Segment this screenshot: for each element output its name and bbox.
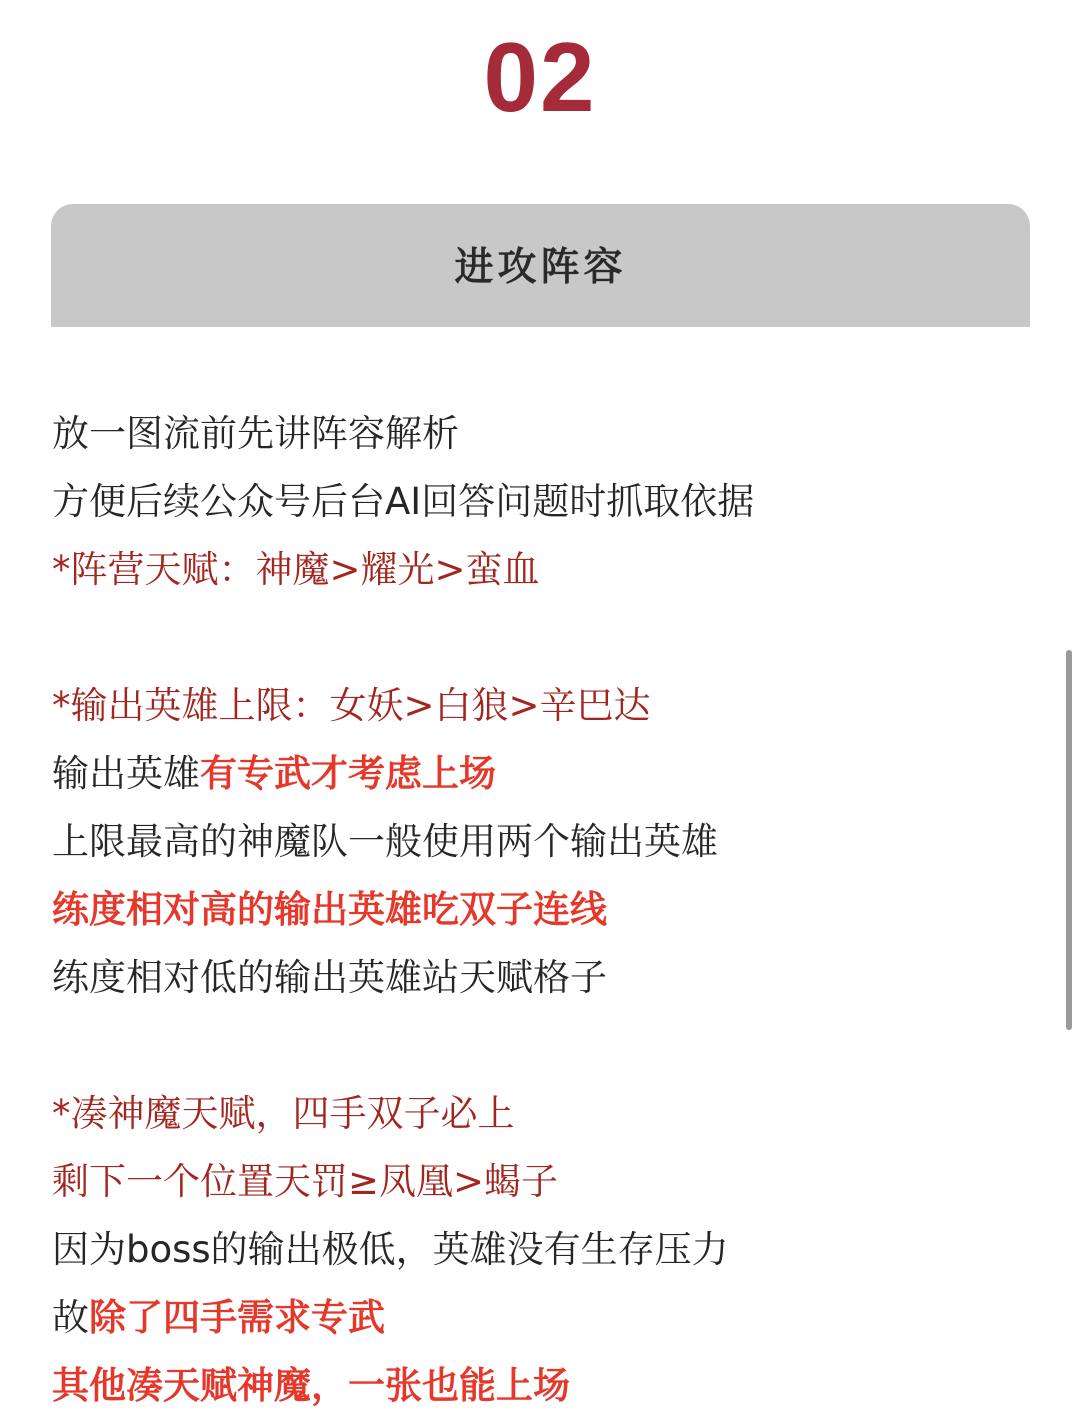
faction-talent-line: *阵营天赋：神魔>耀光>蛮血	[52, 548, 540, 591]
section-title: 进攻阵容	[454, 244, 627, 290]
highlight-line: 练度相对高的输出英雄吃双子连线	[52, 888, 607, 931]
text-line: 放一图流前先讲阵容解析	[52, 412, 459, 455]
text-segment: 故	[52, 1296, 89, 1339]
highlight-line: 其他凑天赋神魔，一张也能上场	[52, 1364, 570, 1407]
text-line: 练度相对低的输出英雄站天赋格子	[52, 956, 607, 999]
text-segment: 输出英雄	[52, 752, 200, 795]
remaining-slot-line: 剩下一个位置天罚≥凤凰>蝎子	[52, 1160, 559, 1203]
article-body	[52, 400, 1032, 1420]
highlight-text: 除了四手需求专武	[89, 1296, 385, 1339]
text-line: 上限最高的神魔队一般使用两个输出英雄	[52, 820, 718, 863]
text-line: 因为boss的输出极低，英雄没有生存压力	[52, 1228, 729, 1271]
blank-line	[52, 1012, 1032, 1080]
page-number: 02	[483, 22, 597, 132]
scrollbar[interactable]	[1066, 650, 1072, 1030]
text-line	[52, 1284, 1032, 1352]
text-line: 方便后续公众号后台AI回答问题时抓取依据	[52, 480, 755, 523]
dps-hero-cap-line: *输出英雄上限：女妖>白狼>辛巴达	[52, 684, 651, 727]
section-header	[51, 204, 1030, 327]
text-line	[52, 740, 1032, 808]
highlight-text: 有专武才考虑上场	[200, 752, 496, 795]
talent-line: *凑神魔天赋，四手双子必上	[52, 1092, 515, 1135]
blank-line	[52, 604, 1032, 672]
